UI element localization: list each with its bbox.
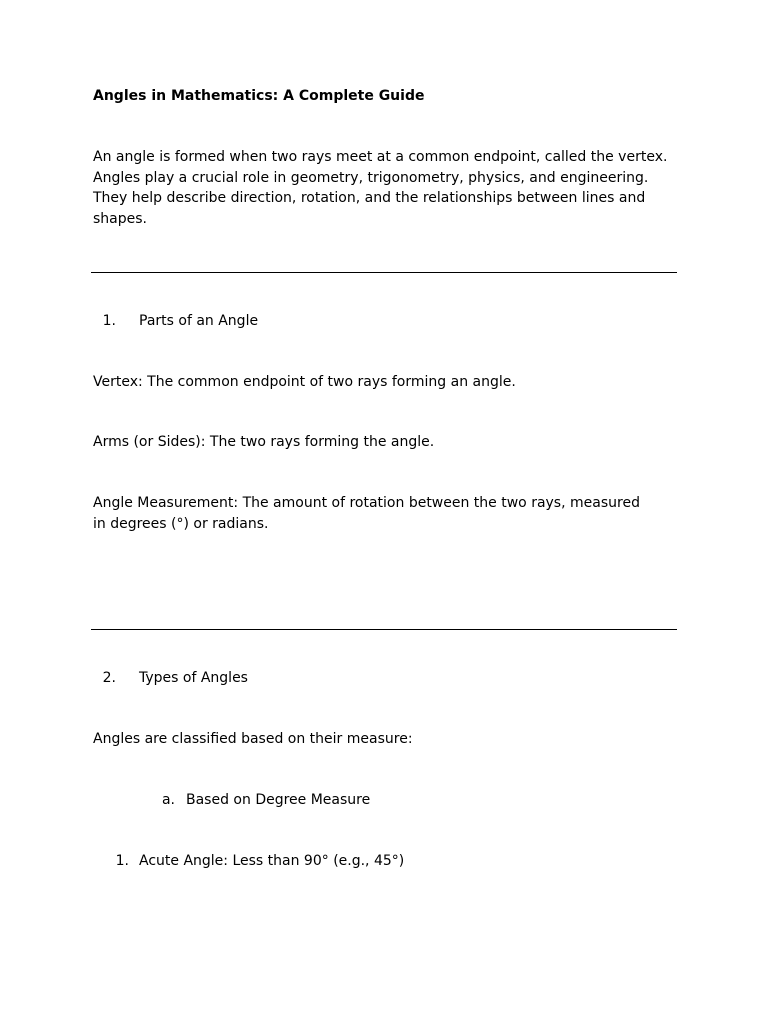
- list-letter: a.: [161, 792, 175, 808]
- arms-definition: Arms (or Sides): The two rays forming the angle.: [93, 434, 435, 450]
- section-heading-label: Types of Angles: [139, 670, 248, 686]
- vertex-definition: Vertex: The common endpoint of two rays forming an angle.: [93, 374, 516, 390]
- section-heading-label: Parts of an Angle: [139, 313, 259, 329]
- list-number: 1.: [102, 313, 116, 329]
- subsection-heading-label: Based on Degree Measure: [186, 792, 371, 808]
- list-item-label: Acute Angle: Less than 90° (e.g., 45°): [139, 853, 405, 869]
- horizontal-divider: [91, 629, 677, 630]
- intro-paragraph: An angle is formed when two rays meet at a common endpoint, called the vertex. Angles play a crucial role in geometry, trigonometry, physics, and engineering. They help describe direction, rotation, and the relationships between lines and shapes.: [93, 149, 668, 227]
- list-number: 1.: [115, 853, 129, 869]
- document-title: Angles in Mathematics: A Complete Guide: [93, 88, 425, 104]
- classification-intro: Angles are classified based on their measure:: [93, 731, 413, 747]
- horizontal-divider: [91, 272, 677, 273]
- measurement-definition: Angle Measurement: The amount of rotation between the two rays, measured in degrees (°) or radians.: [93, 495, 640, 532]
- list-number: 2.: [102, 670, 116, 686]
